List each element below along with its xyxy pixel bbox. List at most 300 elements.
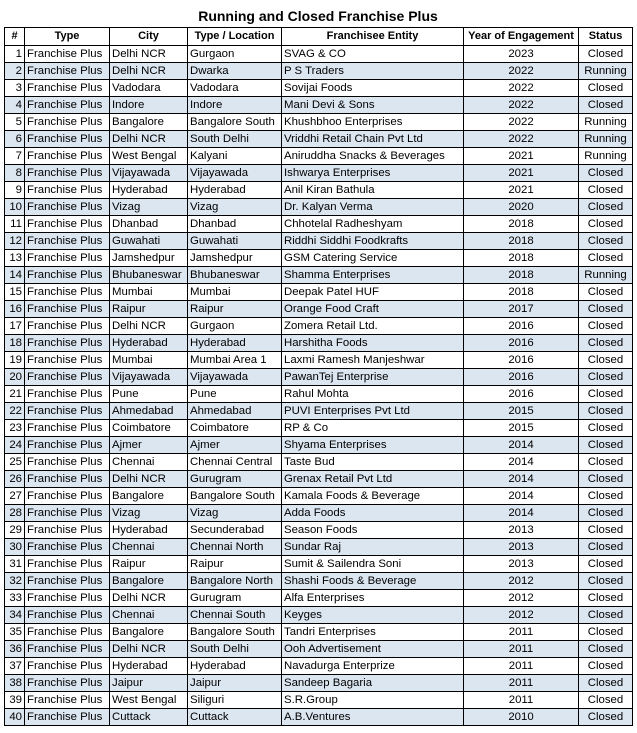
location-cell[interactable]: Vizag xyxy=(188,199,282,216)
row-number-cell[interactable]: 17 xyxy=(5,318,25,335)
location-cell[interactable]: Vijayawada xyxy=(188,369,282,386)
entity-cell[interactable]: Navadurga Enterprize xyxy=(282,658,464,675)
entity-cell[interactable]: Ooh Advertisement xyxy=(282,641,464,658)
type-cell[interactable]: Franchise Plus xyxy=(25,267,110,284)
entity-cell[interactable]: Ishwarya Enterprises xyxy=(282,165,464,182)
type-cell[interactable]: Franchise Plus xyxy=(25,709,110,726)
status-cell[interactable]: Running xyxy=(579,63,633,80)
year-cell[interactable]: 2021 xyxy=(464,148,579,165)
table-row xyxy=(5,692,633,709)
row-number-cell[interactable]: 4 xyxy=(5,97,25,114)
year-cell[interactable]: 2014 xyxy=(464,454,579,471)
entity-cell[interactable]: PawanTej Enterprise xyxy=(282,369,464,386)
row-number-cell[interactable]: 16 xyxy=(5,301,25,318)
entity-cell[interactable]: Deepak Patel HUF xyxy=(282,284,464,301)
location-cell[interactable]: Hyderabad xyxy=(188,658,282,675)
status-cell[interactable]: Closed xyxy=(579,556,633,573)
type-cell[interactable]: Franchise Plus xyxy=(25,182,110,199)
location-cell[interactable]: Chennai North xyxy=(188,539,282,556)
type-cell[interactable]: Franchise Plus xyxy=(25,148,110,165)
entity-cell[interactable]: Khushbhoo Enterprises xyxy=(282,114,464,131)
year-cell[interactable]: 2011 xyxy=(464,658,579,675)
row-number-cell[interactable]: 29 xyxy=(5,522,25,539)
year-cell[interactable]: 2014 xyxy=(464,488,579,505)
column-header-type[interactable]: Type xyxy=(25,28,110,46)
entity-cell[interactable]: Laxmi Ramesh Manjeshwar xyxy=(282,352,464,369)
status-cell[interactable]: Closed xyxy=(579,692,633,709)
type-cell[interactable]: Franchise Plus xyxy=(25,114,110,131)
city-cell[interactable]: Delhi NCR xyxy=(110,131,188,148)
row-number-cell[interactable]: 37 xyxy=(5,658,25,675)
status-cell[interactable]: Closed xyxy=(579,182,633,199)
type-cell[interactable]: Franchise Plus xyxy=(25,607,110,624)
city-cell[interactable]: Bangalore xyxy=(110,573,188,590)
column-header-number[interactable]: # xyxy=(5,28,25,46)
location-cell[interactable]: Gurgaon xyxy=(188,46,282,63)
row-number-cell[interactable]: 30 xyxy=(5,539,25,556)
year-cell[interactable]: 2018 xyxy=(464,216,579,233)
table-row xyxy=(5,505,633,522)
year-cell[interactable]: 2020 xyxy=(464,199,579,216)
year-cell[interactable]: 2018 xyxy=(464,284,579,301)
entity-cell[interactable]: Orange Food Craft xyxy=(282,301,464,318)
year-cell[interactable]: 2016 xyxy=(464,352,579,369)
location-cell[interactable]: Jaipur xyxy=(188,675,282,692)
entity-cell[interactable]: Sandeep Bagaria xyxy=(282,675,464,692)
status-cell[interactable]: Closed xyxy=(579,80,633,97)
city-cell[interactable]: Raipur xyxy=(110,556,188,573)
city-cell[interactable]: Jaipur xyxy=(110,675,188,692)
status-cell[interactable]: Closed xyxy=(579,369,633,386)
entity-cell[interactable]: S.R.Group xyxy=(282,692,464,709)
status-cell[interactable]: Closed xyxy=(579,539,633,556)
year-cell[interactable]: 2021 xyxy=(464,165,579,182)
city-cell[interactable]: Delhi NCR xyxy=(110,641,188,658)
status-cell[interactable]: Closed xyxy=(579,46,633,63)
type-cell[interactable]: Franchise Plus xyxy=(25,131,110,148)
year-cell[interactable]: 2011 xyxy=(464,675,579,692)
location-cell[interactable]: Hyderabad xyxy=(188,182,282,199)
type-cell[interactable]: Franchise Plus xyxy=(25,488,110,505)
city-cell[interactable]: Coimbatore xyxy=(110,420,188,437)
entity-cell[interactable]: RP & Co xyxy=(282,420,464,437)
column-header-city[interactable]: City xyxy=(110,28,188,46)
year-cell[interactable]: 2010 xyxy=(464,709,579,726)
table-row xyxy=(5,267,633,284)
table-row xyxy=(5,80,633,97)
city-cell[interactable]: Dhanbad xyxy=(110,216,188,233)
type-cell[interactable]: Franchise Plus xyxy=(25,369,110,386)
location-cell[interactable]: Indore xyxy=(188,97,282,114)
row-number-cell[interactable]: 38 xyxy=(5,675,25,692)
location-cell[interactable]: Raipur xyxy=(188,301,282,318)
table-row xyxy=(5,675,633,692)
entity-cell[interactable]: Aniruddha Snacks & Beverages xyxy=(282,148,464,165)
entity-cell[interactable]: Rahul Mohta xyxy=(282,386,464,403)
type-cell[interactable]: Franchise Plus xyxy=(25,675,110,692)
entity-cell[interactable]: Adda Foods xyxy=(282,505,464,522)
location-cell[interactable]: Secunderabad xyxy=(188,522,282,539)
row-number-cell[interactable]: 28 xyxy=(5,505,25,522)
city-cell[interactable]: Delhi NCR xyxy=(110,318,188,335)
year-cell[interactable]: 2011 xyxy=(464,624,579,641)
year-cell[interactable]: 2016 xyxy=(464,386,579,403)
year-cell[interactable]: 2015 xyxy=(464,403,579,420)
location-cell[interactable]: Vizag xyxy=(188,505,282,522)
status-cell[interactable]: Closed xyxy=(579,607,633,624)
row-number-cell[interactable]: 13 xyxy=(5,250,25,267)
status-cell[interactable]: Closed xyxy=(579,624,633,641)
row-number-cell[interactable]: 12 xyxy=(5,233,25,250)
entity-cell[interactable]: Zomera Retail Ltd. xyxy=(282,318,464,335)
type-cell[interactable]: Franchise Plus xyxy=(25,471,110,488)
type-cell[interactable]: Franchise Plus xyxy=(25,97,110,114)
row-number-cell[interactable]: 19 xyxy=(5,352,25,369)
status-cell[interactable]: Running xyxy=(579,114,633,131)
year-cell[interactable]: 2022 xyxy=(464,80,579,97)
city-cell[interactable]: Chennai xyxy=(110,454,188,471)
type-cell[interactable]: Franchise Plus xyxy=(25,539,110,556)
location-cell[interactable]: Bangalore South xyxy=(188,624,282,641)
city-cell[interactable]: Raipur xyxy=(110,301,188,318)
row-number-cell[interactable]: 7 xyxy=(5,148,25,165)
status-cell[interactable]: Closed xyxy=(579,352,633,369)
entity-cell[interactable]: Keyges xyxy=(282,607,464,624)
city-cell[interactable]: Delhi NCR xyxy=(110,471,188,488)
location-cell[interactable]: Ajmer xyxy=(188,437,282,454)
location-cell[interactable]: Siliguri xyxy=(188,692,282,709)
row-number-cell[interactable]: 11 xyxy=(5,216,25,233)
table-row xyxy=(5,573,633,590)
city-cell[interactable]: Bhubaneswar xyxy=(110,267,188,284)
row-number-cell[interactable]: 18 xyxy=(5,335,25,352)
entity-cell[interactable]: Chhotelal Radheshyam xyxy=(282,216,464,233)
row-number-cell[interactable]: 6 xyxy=(5,131,25,148)
row-number-cell[interactable]: 40 xyxy=(5,709,25,726)
year-cell[interactable]: 2017 xyxy=(464,301,579,318)
status-cell[interactable]: Closed xyxy=(579,454,633,471)
entity-cell[interactable]: Harshitha Foods xyxy=(282,335,464,352)
type-cell[interactable]: Franchise Plus xyxy=(25,624,110,641)
city-cell[interactable]: Ajmer xyxy=(110,437,188,454)
type-cell[interactable]: Franchise Plus xyxy=(25,63,110,80)
type-cell[interactable]: Franchise Plus xyxy=(25,573,110,590)
type-cell[interactable]: Franchise Plus xyxy=(25,284,110,301)
location-cell[interactable]: Bangalore South xyxy=(188,488,282,505)
year-cell[interactable]: 2012 xyxy=(464,590,579,607)
city-cell[interactable]: Vizag xyxy=(110,199,188,216)
type-cell[interactable]: Franchise Plus xyxy=(25,352,110,369)
location-cell[interactable]: Gurgaon xyxy=(188,318,282,335)
entity-cell[interactable]: Anil Kiran Bathula xyxy=(282,182,464,199)
year-cell[interactable]: 2016 xyxy=(464,335,579,352)
type-cell[interactable]: Franchise Plus xyxy=(25,505,110,522)
type-cell[interactable]: Franchise Plus xyxy=(25,658,110,675)
city-cell[interactable]: Hyderabad xyxy=(110,335,188,352)
type-cell[interactable]: Franchise Plus xyxy=(25,165,110,182)
year-cell[interactable]: 2013 xyxy=(464,522,579,539)
location-cell[interactable]: Jamshedpur xyxy=(188,250,282,267)
row-number-cell[interactable]: 25 xyxy=(5,454,25,471)
entity-cell[interactable]: Tandri Enterprises xyxy=(282,624,464,641)
city-cell[interactable]: Vizag xyxy=(110,505,188,522)
type-cell[interactable]: Franchise Plus xyxy=(25,233,110,250)
status-cell[interactable]: Closed xyxy=(579,658,633,675)
city-cell[interactable]: Jamshedpur xyxy=(110,250,188,267)
status-cell[interactable]: Closed xyxy=(579,216,633,233)
entity-cell[interactable]: PUVI Enterprises Pvt Ltd xyxy=(282,403,464,420)
city-cell[interactable]: Hyderabad xyxy=(110,182,188,199)
location-cell[interactable]: Gurugram xyxy=(188,590,282,607)
row-number-cell[interactable]: 36 xyxy=(5,641,25,658)
type-cell[interactable]: Franchise Plus xyxy=(25,199,110,216)
type-cell[interactable]: Franchise Plus xyxy=(25,692,110,709)
status-cell[interactable]: Closed xyxy=(579,250,633,267)
type-cell[interactable]: Franchise Plus xyxy=(25,420,110,437)
row-number-cell[interactable]: 39 xyxy=(5,692,25,709)
city-cell[interactable]: Bangalore xyxy=(110,488,188,505)
city-cell[interactable]: Chennai xyxy=(110,539,188,556)
type-cell[interactable]: Franchise Plus xyxy=(25,250,110,267)
row-number-cell[interactable]: 35 xyxy=(5,624,25,641)
entity-cell[interactable]: P S Traders xyxy=(282,63,464,80)
type-cell[interactable]: Franchise Plus xyxy=(25,80,110,97)
year-cell[interactable]: 2012 xyxy=(464,607,579,624)
entity-cell[interactable]: Vriddhi Retail Chain Pvt Ltd xyxy=(282,131,464,148)
location-cell[interactable]: Pune xyxy=(188,386,282,403)
city-cell[interactable]: West Bengal xyxy=(110,692,188,709)
type-cell[interactable]: Franchise Plus xyxy=(25,454,110,471)
row-number-cell[interactable]: 20 xyxy=(5,369,25,386)
entity-cell[interactable]: Season Foods xyxy=(282,522,464,539)
column-header-location[interactable]: Type / Location xyxy=(188,28,282,46)
row-number-cell[interactable]: 2 xyxy=(5,63,25,80)
spreadsheet xyxy=(4,5,632,726)
year-cell[interactable]: 2011 xyxy=(464,692,579,709)
status-cell[interactable]: Closed xyxy=(579,199,633,216)
entity-cell[interactable]: Riddhi Siddhi Foodkrafts xyxy=(282,233,464,250)
year-cell[interactable]: 2014 xyxy=(464,505,579,522)
row-number-cell[interactable]: 34 xyxy=(5,607,25,624)
city-cell[interactable]: Delhi NCR xyxy=(110,63,188,80)
year-cell[interactable]: 2022 xyxy=(464,114,579,131)
type-cell[interactable]: Franchise Plus xyxy=(25,216,110,233)
year-cell[interactable]: 2018 xyxy=(464,233,579,250)
row-number-cell[interactable]: 23 xyxy=(5,420,25,437)
year-cell[interactable]: 2014 xyxy=(464,437,579,454)
location-cell[interactable]: Dhanbad xyxy=(188,216,282,233)
status-cell[interactable]: Closed xyxy=(579,420,633,437)
city-cell[interactable]: Cuttack xyxy=(110,709,188,726)
city-cell[interactable]: Pune xyxy=(110,386,188,403)
location-cell[interactable]: Mumbai xyxy=(188,284,282,301)
year-cell[interactable]: 2016 xyxy=(464,369,579,386)
table-row xyxy=(5,216,633,233)
row-number-cell[interactable]: 26 xyxy=(5,471,25,488)
year-cell[interactable]: 2022 xyxy=(464,131,579,148)
row-number-cell[interactable]: 3 xyxy=(5,80,25,97)
year-cell[interactable]: 2018 xyxy=(464,250,579,267)
city-cell[interactable]: Vadodara xyxy=(110,80,188,97)
status-cell[interactable]: Closed xyxy=(579,522,633,539)
status-cell[interactable]: Closed xyxy=(579,284,633,301)
location-cell[interactable]: Coimbatore xyxy=(188,420,282,437)
city-cell[interactable]: Chennai xyxy=(110,607,188,624)
entity-cell[interactable]: Dr. Kalyan Verma xyxy=(282,199,464,216)
row-number-cell[interactable]: 21 xyxy=(5,386,25,403)
entity-cell[interactable]: Kamala Foods & Beverage xyxy=(282,488,464,505)
type-cell[interactable]: Franchise Plus xyxy=(25,301,110,318)
city-cell[interactable]: Mumbai xyxy=(110,284,188,301)
city-cell[interactable]: West Bengal xyxy=(110,148,188,165)
location-cell[interactable]: Kalyani xyxy=(188,148,282,165)
city-cell[interactable]: Hyderabad xyxy=(110,658,188,675)
entity-cell[interactable]: Shashi Foods & Beverage xyxy=(282,573,464,590)
status-cell[interactable]: Closed xyxy=(579,573,633,590)
year-cell[interactable]: 2012 xyxy=(464,573,579,590)
status-cell[interactable]: Running xyxy=(579,131,633,148)
status-cell[interactable]: Closed xyxy=(579,386,633,403)
type-cell[interactable]: Franchise Plus xyxy=(25,556,110,573)
header-row xyxy=(5,28,633,46)
year-cell[interactable]: 2013 xyxy=(464,556,579,573)
location-cell[interactable]: Bangalore North xyxy=(188,573,282,590)
row-number-cell[interactable]: 32 xyxy=(5,573,25,590)
year-cell[interactable]: 2011 xyxy=(464,641,579,658)
location-cell[interactable]: Chennai Central xyxy=(188,454,282,471)
location-cell[interactable]: Bhubaneswar xyxy=(188,267,282,284)
entity-cell[interactable]: GSM Catering Service xyxy=(282,250,464,267)
type-cell[interactable]: Franchise Plus xyxy=(25,403,110,420)
column-header-year[interactable]: Year of Engagement xyxy=(464,28,579,46)
column-header-entity[interactable]: Franchisee Entity xyxy=(282,28,464,46)
type-cell[interactable]: Franchise Plus xyxy=(25,522,110,539)
table-row xyxy=(5,46,633,63)
year-cell[interactable]: 2018 xyxy=(464,267,579,284)
status-cell[interactable]: Closed xyxy=(579,488,633,505)
year-cell[interactable]: 2021 xyxy=(464,182,579,199)
row-number-cell[interactable]: 10 xyxy=(5,199,25,216)
status-cell[interactable]: Closed xyxy=(579,318,633,335)
type-cell[interactable]: Franchise Plus xyxy=(25,590,110,607)
row-number-cell[interactable]: 24 xyxy=(5,437,25,454)
table-row xyxy=(5,471,633,488)
entity-cell[interactable]: Sundar Raj xyxy=(282,539,464,556)
location-cell[interactable]: Bangalore South xyxy=(188,114,282,131)
location-cell[interactable]: Cuttack xyxy=(188,709,282,726)
entity-cell[interactable]: Shyama Enterprises xyxy=(282,437,464,454)
city-cell[interactable]: Vijayawada xyxy=(110,165,188,182)
status-cell[interactable]: Closed xyxy=(579,709,633,726)
city-cell[interactable]: Bangalore xyxy=(110,114,188,131)
row-number-cell[interactable]: 1 xyxy=(5,46,25,63)
location-cell[interactable]: Vadodara xyxy=(188,80,282,97)
entity-cell[interactable]: Mani Devi & Sons xyxy=(282,97,464,114)
status-cell[interactable]: Closed xyxy=(579,590,633,607)
row-number-cell[interactable]: 14 xyxy=(5,267,25,284)
location-cell[interactable]: Dwarka xyxy=(188,63,282,80)
year-cell[interactable]: 2014 xyxy=(464,471,579,488)
type-cell[interactable]: Franchise Plus xyxy=(25,318,110,335)
location-cell[interactable]: Guwahati xyxy=(188,233,282,250)
table-row xyxy=(5,114,633,131)
city-cell[interactable]: Delhi NCR xyxy=(110,590,188,607)
city-cell[interactable]: Indore xyxy=(110,97,188,114)
row-number-cell[interactable]: 5 xyxy=(5,114,25,131)
row-number-cell[interactable]: 15 xyxy=(5,284,25,301)
type-cell[interactable]: Franchise Plus xyxy=(25,46,110,63)
entity-cell[interactable]: A.B.Ventures xyxy=(282,709,464,726)
entity-cell[interactable]: Grenax Retail Pvt Ltd xyxy=(282,471,464,488)
row-number-cell[interactable]: 27 xyxy=(5,488,25,505)
type-cell[interactable]: Franchise Plus xyxy=(25,335,110,352)
row-number-cell[interactable]: 31 xyxy=(5,556,25,573)
year-cell[interactable]: 2022 xyxy=(464,63,579,80)
city-cell[interactable]: Ahmedabad xyxy=(110,403,188,420)
city-cell[interactable]: Guwahati xyxy=(110,233,188,250)
city-cell[interactable]: Bangalore xyxy=(110,624,188,641)
row-number-cell[interactable]: 33 xyxy=(5,590,25,607)
entity-cell[interactable]: Alfa Enterprises xyxy=(282,590,464,607)
status-cell[interactable]: Closed xyxy=(579,97,633,114)
entity-cell[interactable]: Shamma Enterprises xyxy=(282,267,464,284)
year-cell[interactable]: 2023 xyxy=(464,46,579,63)
city-cell[interactable]: Delhi NCR xyxy=(110,46,188,63)
entity-cell[interactable]: SVAG & CO xyxy=(282,46,464,63)
status-cell[interactable]: Closed xyxy=(579,165,633,182)
type-cell[interactable]: Franchise Plus xyxy=(25,437,110,454)
location-cell[interactable]: South Delhi xyxy=(188,131,282,148)
status-cell[interactable]: Closed xyxy=(579,301,633,318)
status-cell[interactable]: Closed xyxy=(579,505,633,522)
status-cell[interactable]: Closed xyxy=(579,437,633,454)
entity-cell[interactable]: Sumit & Sailendra Soni xyxy=(282,556,464,573)
status-cell[interactable]: Closed xyxy=(579,471,633,488)
city-cell[interactable]: Mumbai xyxy=(110,352,188,369)
status-cell[interactable]: Closed xyxy=(579,675,633,692)
column-header-status[interactable]: Status xyxy=(579,28,633,46)
year-cell[interactable]: 2022 xyxy=(464,97,579,114)
location-cell[interactable]: Ahmedabad xyxy=(188,403,282,420)
status-cell[interactable]: Closed xyxy=(579,403,633,420)
row-number-cell[interactable]: 8 xyxy=(5,165,25,182)
status-cell[interactable]: Running xyxy=(579,148,633,165)
city-cell[interactable]: Vijayawada xyxy=(110,369,188,386)
type-cell[interactable]: Franchise Plus xyxy=(25,386,110,403)
type-cell[interactable]: Franchise Plus xyxy=(25,641,110,658)
location-cell[interactable]: Gurugram xyxy=(188,471,282,488)
location-cell[interactable]: Mumbai Area 1 xyxy=(188,352,282,369)
status-cell[interactable]: Closed xyxy=(579,641,633,658)
entity-cell[interactable]: Sovijai Foods xyxy=(282,80,464,97)
location-cell[interactable]: Raipur xyxy=(188,556,282,573)
year-cell[interactable]: 2016 xyxy=(464,318,579,335)
table-row xyxy=(5,318,633,335)
entity-cell[interactable]: Taste Bud xyxy=(282,454,464,471)
row-number-cell[interactable]: 22 xyxy=(5,403,25,420)
location-cell[interactable]: South Delhi xyxy=(188,641,282,658)
location-cell[interactable]: Hyderabad xyxy=(188,335,282,352)
location-cell[interactable]: Chennai South xyxy=(188,607,282,624)
status-cell[interactable]: Running xyxy=(579,267,633,284)
row-number-cell[interactable]: 9 xyxy=(5,182,25,199)
year-cell[interactable]: 2015 xyxy=(464,420,579,437)
status-cell[interactable]: Closed xyxy=(579,335,633,352)
location-cell[interactable]: Vijayawada xyxy=(188,165,282,182)
city-cell[interactable]: Hyderabad xyxy=(110,522,188,539)
status-cell[interactable]: Closed xyxy=(579,233,633,250)
year-cell[interactable]: 2013 xyxy=(464,539,579,556)
